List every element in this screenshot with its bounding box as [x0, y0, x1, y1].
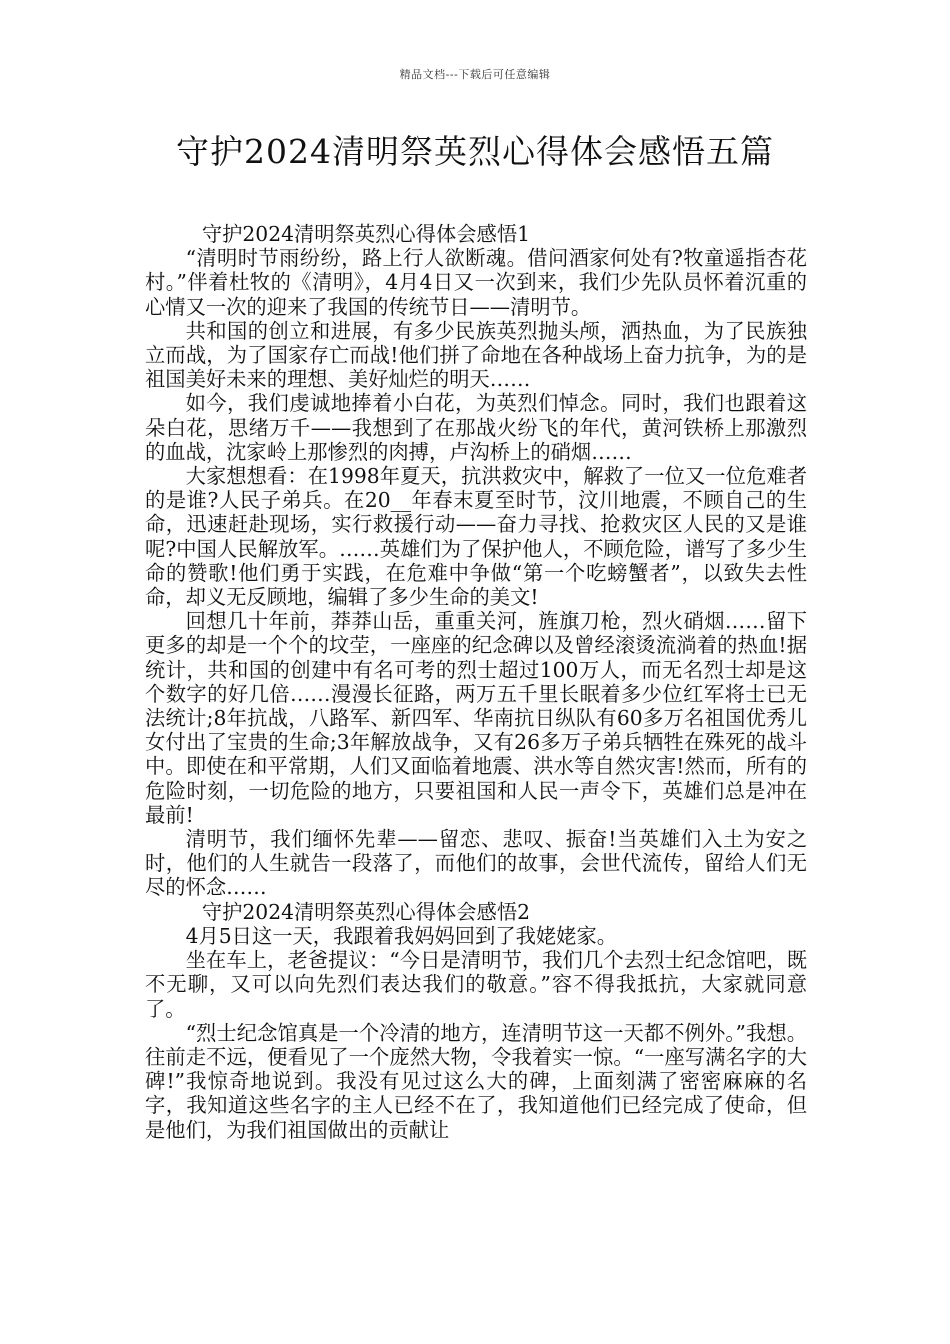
section-heading: 守护2024清明祭英烈心得体会感悟1	[201, 222, 531, 246]
paragraph: “烈士纪念馆真是一个冷清的地方，连清明节这一天都不例外。”我想。往前走不远，便看见了一个庞然大物，令我着实一惊。“一座写满名字的大碑!”我惊奇地说到。我没有见过这么大的碑，上面刻满了密密麻麻的名字，我知道这些名字的主人已经不在了，我知道他们已经完成了使命，但是他们，为我们祖国做出的贡献让	[145, 1020, 807, 1142]
paragraph: 共和国的创立和进展，有多少民族英烈抛头颅，洒热血，为了民族独立而战，为了国家存亡而战!他们拼了命地在各种战场上奋力抗争，为的是祖国美好未来的理想、美好灿烂的明天……	[145, 318, 807, 392]
document-body	[145, 222, 807, 1142]
page-header: 精品文档---下载后可任意编辑	[399, 68, 551, 81]
paragraph: 如今，我们虔诚地捧着小白花，为英烈们悼念。同时，我们也跟着这朵白花，思绪万千——我想到了在那战火纷飞的年代，黄河铁桥上那激烈的血战，沈家岭上那惨烈的肉搏，卢沟桥上的硝烟……	[145, 391, 807, 464]
paragraph: 4月5日这一天，我跟着我妈妈回到了我姥姥家。	[185, 923, 618, 948]
paragraph: 大家想想看：在1998年夏天，抗洪救灾中，解救了一位又一位危难者的是谁?人民子弟兵。在20__年春末夏至时节，汶川地震，不顾自己的生命，迅速赶赴现场，实行救援行动——奋力寻找、抢救灾区人民的又是谁呢?中国人民解放军。……英雄们为了保护他人，不顾危险，谱写了多少生命的赞歌!他们勇于实践，在危难中争做“第一个吃螃蟹者”，以致失去性命，却义无反顾地，编辑了多少生命的美文!	[145, 464, 807, 610]
section-heading: 守护2024清明祭英烈心得体会感悟2	[201, 899, 531, 924]
paragraph: 清明节，我们缅怀先辈——留恋、悲叹、振奋!当英雄们入土为安之时，他们的人生就告一段落了，而他们的故事，会世代流传，留给人们无尽的怀念……	[145, 827, 807, 900]
document-title: 守护2024清明祭英烈心得体会感悟五篇	[176, 132, 774, 171]
paragraph: 回想几十年前，莽莽山岳，重重关河，旌旗刀枪，烈火硝烟……留下更多的却是一个个的坟茔，一座座的纪念碑以及曾经滚烫流淌着的热血!据统计，共和国的创建中有名可考的烈士超过100万人，而无名烈士却是这个数字的好几倍……漫漫长征路，两万五千里长眠着多少位红军将士已无法统计;8年抗战，八路军、新四军、华南抗日纵队有60多万名祖国优秀儿女付出了宝贵的生命;3年解放战争，又有26多万子弟兵牺牲在殊死的战斗中。即使在和平常期，人们又面临着地震、洪水等自然灾害!然而，所有的危险时刻，一切危险的地方，只要祖国和人民一声令下，英雄们总是冲在最前!	[145, 609, 807, 827]
paragraph: 坐在车上，老爸提议：“今日是清明节，我们几个去烈士纪念馆吧，既不无聊，又可以向先烈们表达我们的敬意。”容不得我抵抗，大家就同意了。	[145, 948, 807, 1021]
paragraph: “清明时节雨纷纷，路上行人欲断魂。借问酒家何处有?牧童遥指杏花村。”伴着杜牧的《清明》，4月4日又一次到来，我们少先队员怀着沉重的心情又一次的迎来了我国的传统节日——清明节。	[145, 246, 807, 319]
